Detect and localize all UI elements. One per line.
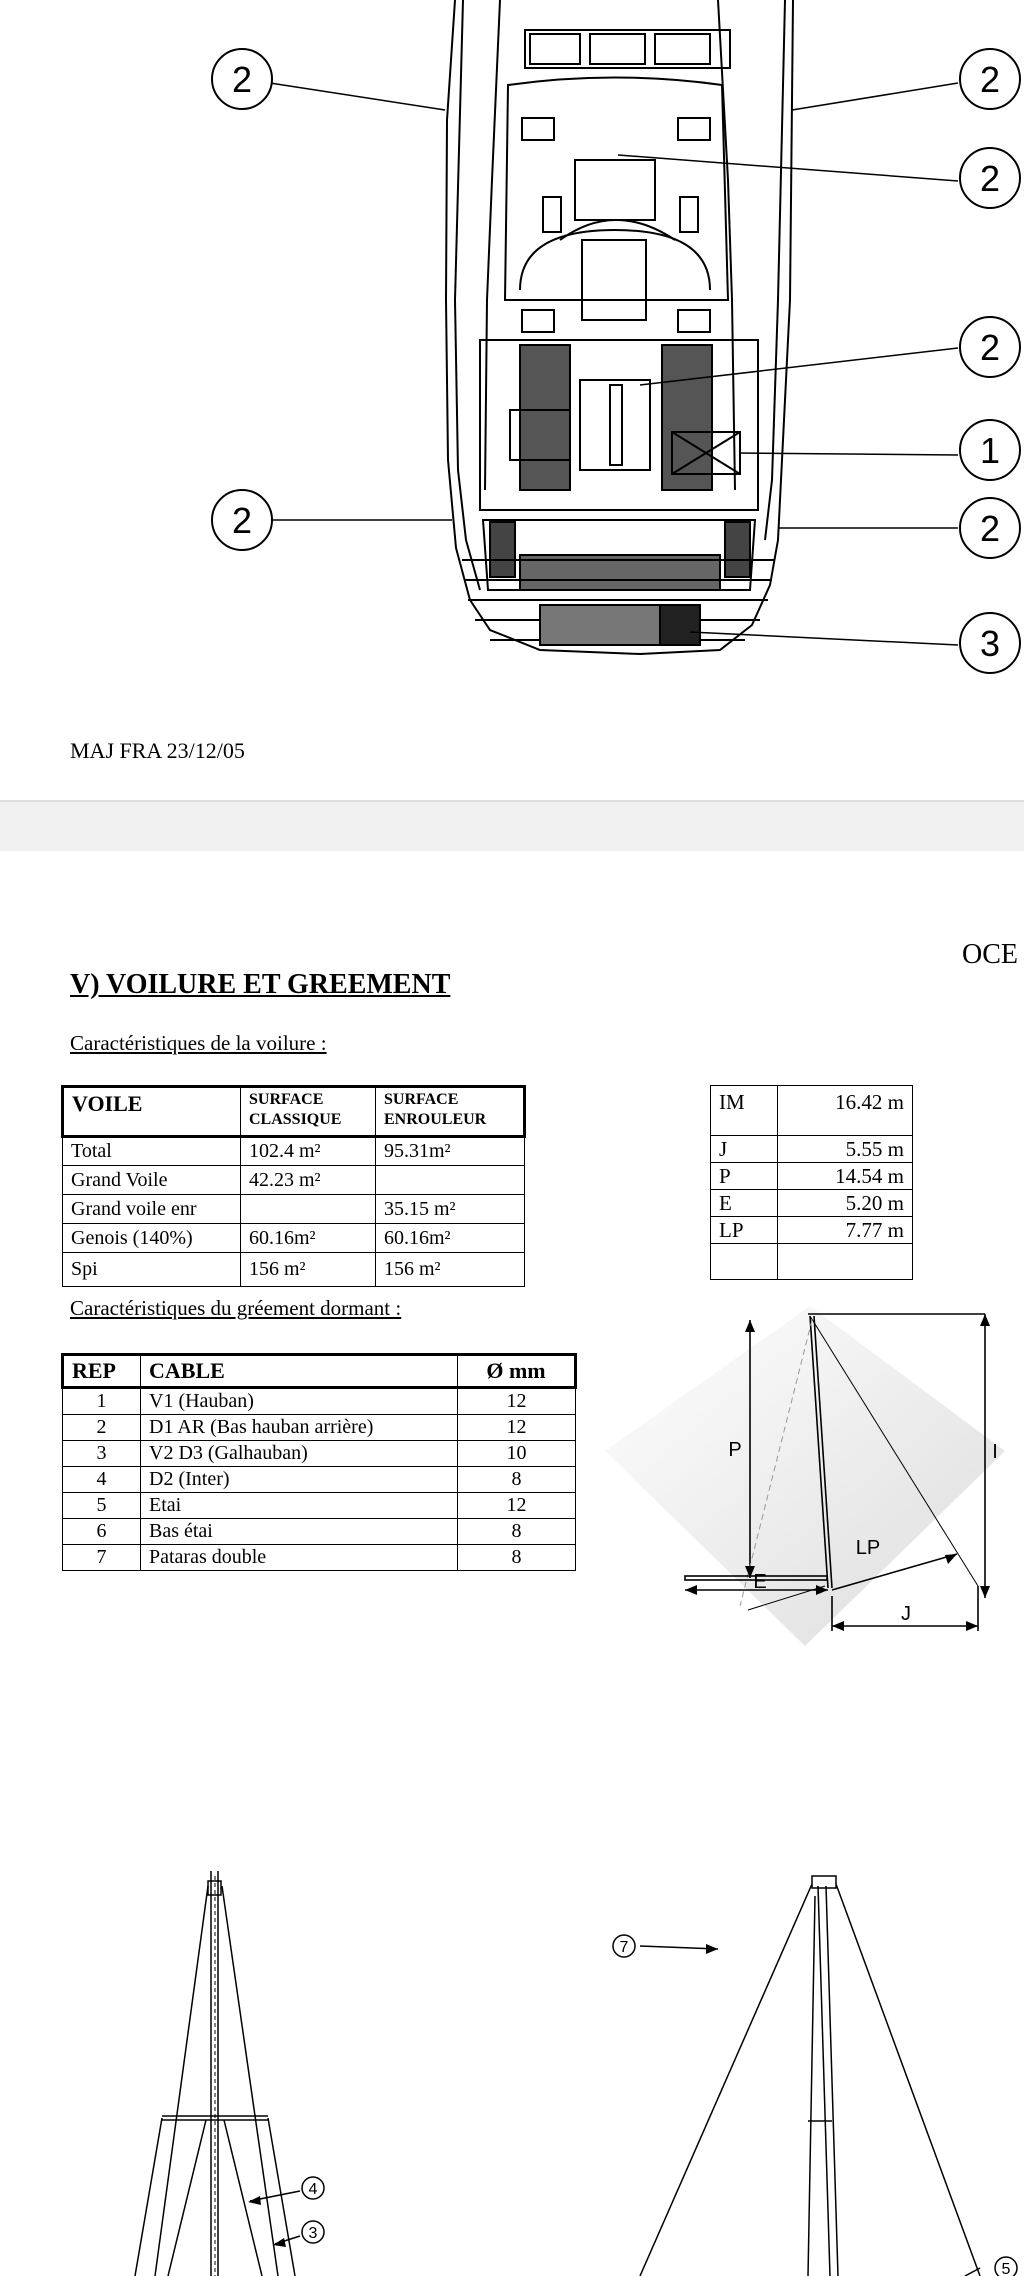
table-cell: 7 xyxy=(63,1545,141,1571)
callout-label: 2 xyxy=(979,158,1001,199)
sails-table xyxy=(61,1085,526,1287)
table-cell: 12 xyxy=(458,1415,576,1441)
table-cell: 16.42 m xyxy=(778,1086,913,1136)
table-row xyxy=(711,1163,913,1190)
page-2 xyxy=(0,851,1024,2276)
table-cell: 7.77 m xyxy=(778,1217,913,1244)
dimension-label-j: J xyxy=(901,1603,911,1625)
table-cell: 156 m² xyxy=(376,1253,525,1287)
table-cell: 4 xyxy=(63,1467,141,1493)
sails-header-cell: SURFACE ENROULEUR xyxy=(376,1087,525,1137)
table-cell: 60.16m² xyxy=(241,1224,376,1253)
rigging-header-cell: Ø mm xyxy=(458,1355,576,1388)
table-row xyxy=(63,1195,525,1224)
table-cell: 2 xyxy=(63,1415,141,1441)
table-row xyxy=(63,1519,576,1545)
table-cell: 10 xyxy=(458,1441,576,1467)
callout-label: 2 xyxy=(231,59,253,100)
table-cell xyxy=(778,1244,913,1280)
table-cell: 8 xyxy=(458,1545,576,1571)
table-cell: IM xyxy=(711,1086,778,1136)
table-row xyxy=(711,1136,913,1163)
table-cell: 156 m² xyxy=(241,1253,376,1287)
table-cell: 5.20 m xyxy=(778,1190,913,1217)
dimension-label-lp: LP xyxy=(855,1537,881,1559)
table-cell: 3 xyxy=(63,1441,141,1467)
table-cell: 12 xyxy=(458,1388,576,1415)
table-cell: Spi xyxy=(63,1253,241,1287)
table-cell: 42.23 m² xyxy=(241,1166,376,1195)
table-row xyxy=(63,1166,525,1195)
table-row xyxy=(63,1493,576,1519)
callout-label: 1 xyxy=(979,430,1001,471)
dimension-label-e: E xyxy=(753,1571,767,1593)
rig-callout-7: 7 xyxy=(619,1939,629,1956)
table-cell: 102.4 m² xyxy=(241,1137,376,1166)
table-row xyxy=(63,1415,576,1441)
table-cell xyxy=(711,1244,778,1280)
sails-header-cell: VOILE xyxy=(63,1087,241,1137)
table-cell: D2 (Inter) xyxy=(141,1467,458,1493)
callout-label: 2 xyxy=(979,327,1001,368)
dimension-label-p: P xyxy=(728,1439,742,1461)
table-cell: 6 xyxy=(63,1519,141,1545)
page-separator xyxy=(0,800,1024,853)
table-cell: Etai xyxy=(141,1493,458,1519)
table-row xyxy=(711,1190,913,1217)
table-row xyxy=(63,1137,525,1166)
rig-callout-5: 5 xyxy=(1001,2261,1011,2276)
table-row xyxy=(63,1224,525,1253)
callout-label: 2 xyxy=(231,500,253,541)
table-cell xyxy=(241,1195,376,1224)
table-cell: Grand Voile xyxy=(63,1166,241,1195)
table-cell: 8 xyxy=(458,1519,576,1545)
table-cell xyxy=(376,1166,525,1195)
table-row xyxy=(711,1086,913,1136)
rigging-elevation-drawings xyxy=(0,1866,1024,2276)
table-cell: J xyxy=(711,1136,778,1163)
page-header-right: OCE xyxy=(962,939,1018,970)
sails-caption: Caractéristiques de la voilure : xyxy=(70,1031,327,1055)
rigging-caption: Caractéristiques du gréement dormant : xyxy=(70,1296,402,1320)
sails-header-cell: SURFACE CLASSIQUE xyxy=(241,1087,376,1137)
rigging-header-cell: REP xyxy=(63,1355,141,1388)
callout-label: 2 xyxy=(979,508,1001,549)
table-row xyxy=(63,1388,576,1415)
callout-label: 2 xyxy=(979,59,1001,100)
table-cell: Genois (140%) xyxy=(63,1224,241,1253)
callout-label: 3 xyxy=(979,623,1001,664)
table-row xyxy=(63,1545,576,1571)
table-cell: E xyxy=(711,1190,778,1217)
deck-plan-drawing xyxy=(0,0,1024,700)
table-cell: 5 xyxy=(63,1493,141,1519)
table-cell: LP xyxy=(711,1217,778,1244)
rigging-header-cell: CABLE xyxy=(141,1355,458,1388)
table-cell: V1 (Hauban) xyxy=(141,1388,458,1415)
table-cell: Grand voile enr xyxy=(63,1195,241,1224)
table-cell: 95.31m² xyxy=(376,1137,525,1166)
table-cell: D1 AR (Bas hauban arrière) xyxy=(141,1415,458,1441)
table-cell: 60.16m² xyxy=(376,1224,525,1253)
table-cell: 14.54 m xyxy=(778,1163,913,1190)
table-cell: 8 xyxy=(458,1467,576,1493)
rigging-table xyxy=(61,1353,577,1571)
rig-callout-3: 3 xyxy=(308,2225,318,2242)
table-row xyxy=(711,1244,913,1280)
revision-footer: MAJ FRA 23/12/05 xyxy=(70,738,245,763)
dimension-label-i: I xyxy=(992,1441,998,1463)
table-row xyxy=(63,1253,525,1287)
table-cell: P xyxy=(711,1163,778,1190)
table-cell: Total xyxy=(63,1137,241,1166)
table-cell: V2 D3 (Galhauban) xyxy=(141,1441,458,1467)
table-row xyxy=(63,1467,576,1493)
dimensions-table xyxy=(710,1085,913,1280)
sail-plan-diagram xyxy=(600,1306,1024,1651)
table-cell: 12 xyxy=(458,1493,576,1519)
rig-callout-4: 4 xyxy=(308,2181,318,2198)
table-cell: 5.55 m xyxy=(778,1136,913,1163)
table-row xyxy=(711,1217,913,1244)
table-cell: 35.15 m² xyxy=(376,1195,525,1224)
table-cell: 1 xyxy=(63,1388,141,1415)
table-cell: Pataras double xyxy=(141,1545,458,1571)
table-row xyxy=(63,1441,576,1467)
table-cell: Bas étai xyxy=(141,1519,458,1545)
page-1 xyxy=(0,0,1024,800)
section-title: V) VOILURE ET GREEMENT xyxy=(70,969,451,1000)
